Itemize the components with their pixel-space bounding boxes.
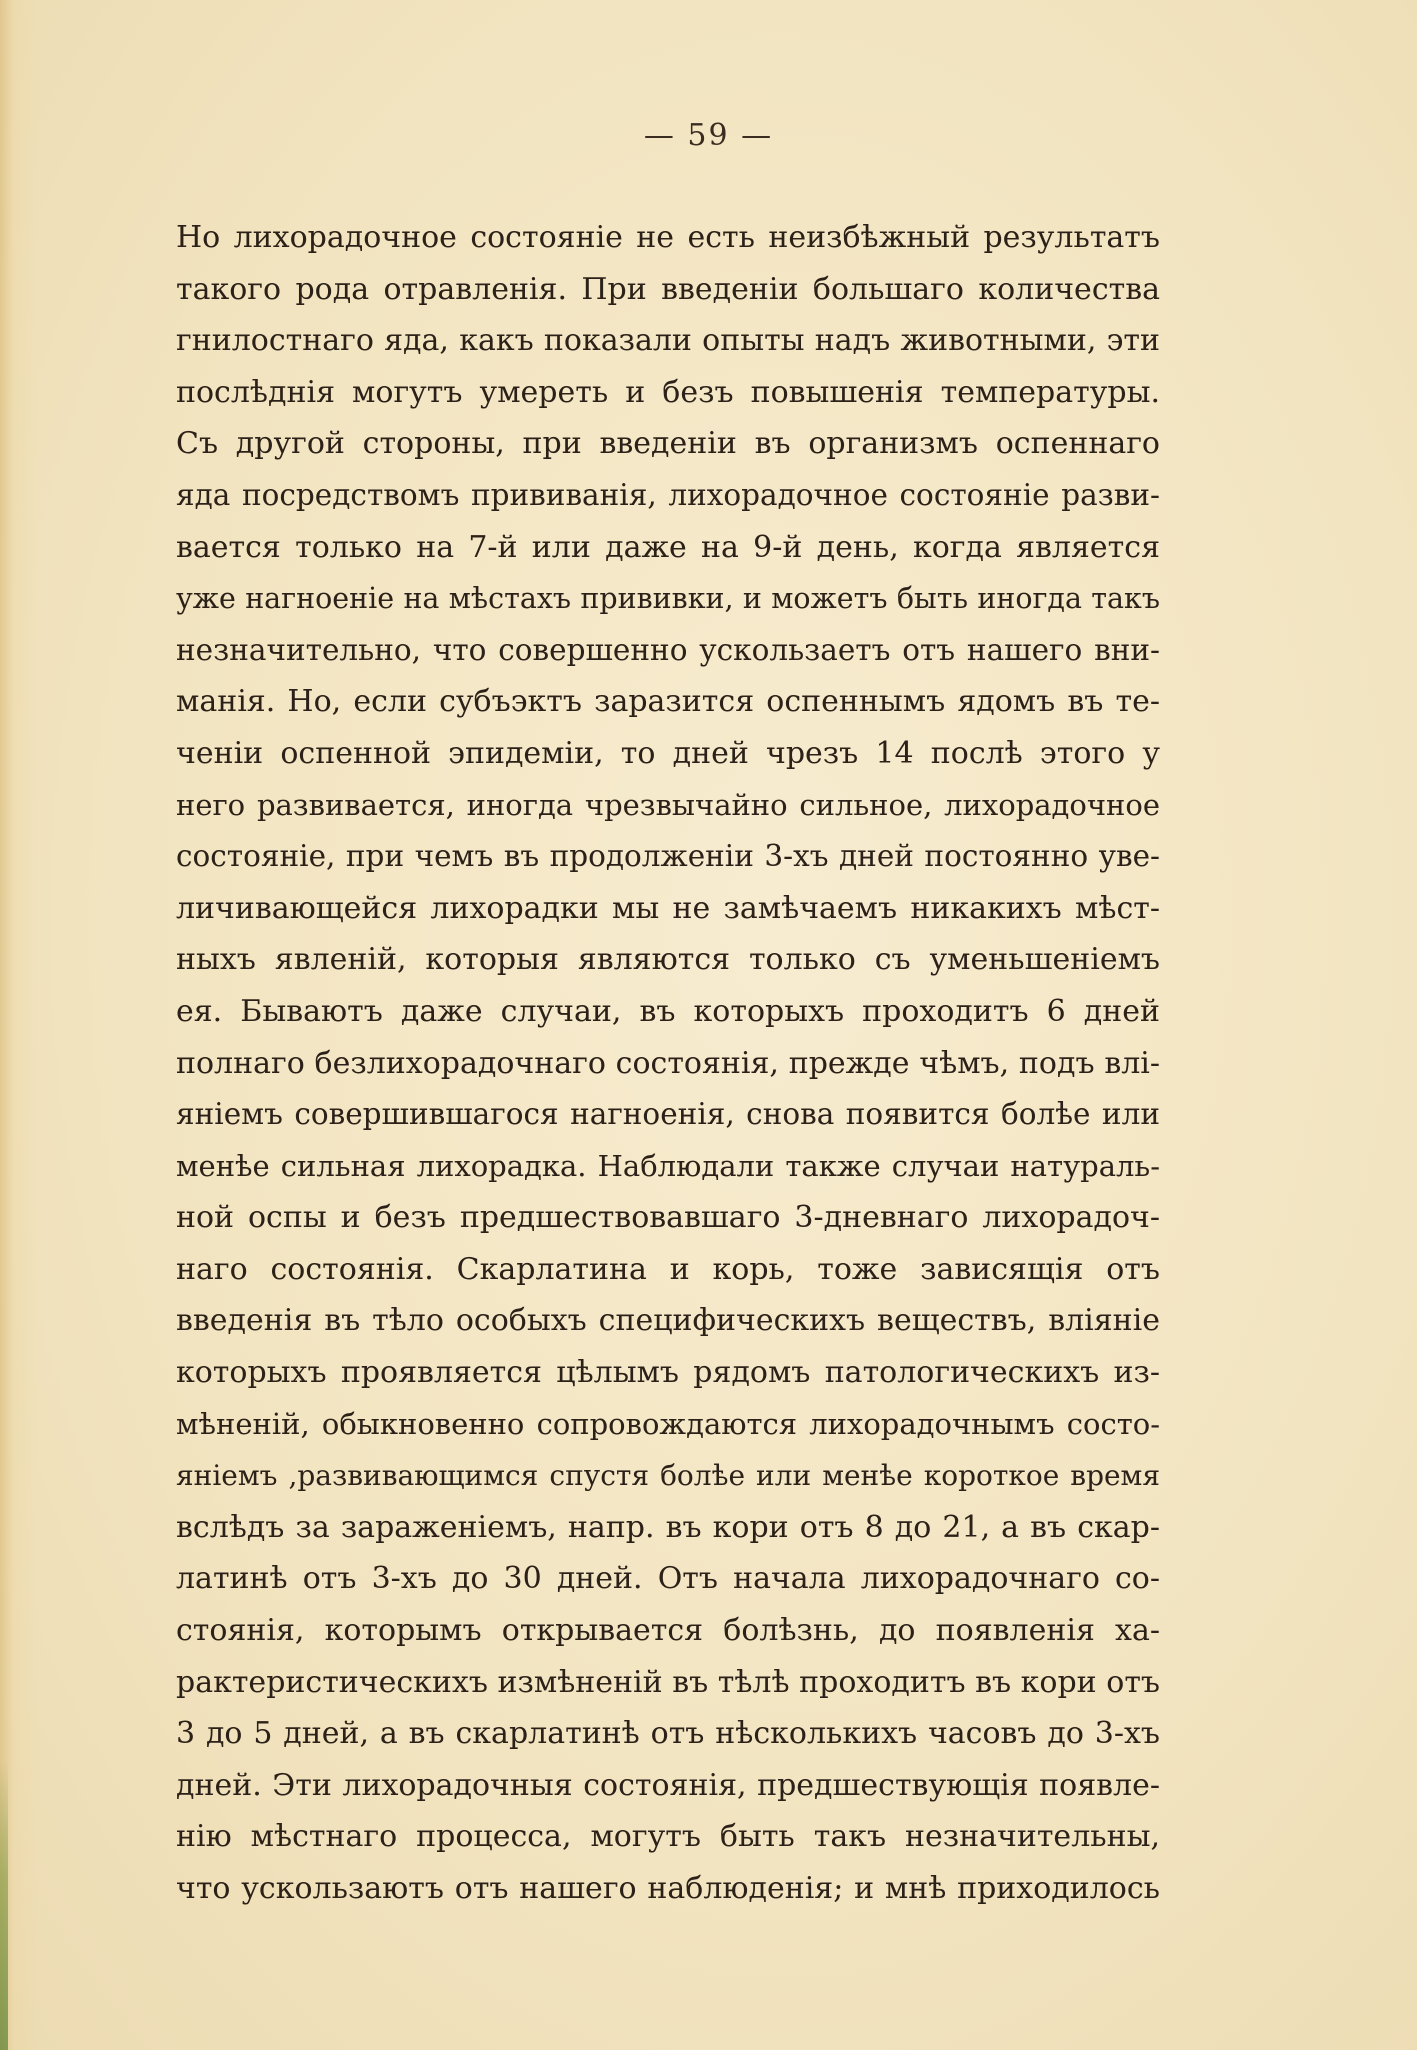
text-line: Но лихорадочное состоянiе не есть неизбѣжный результатъ xyxy=(176,220,1160,255)
text-line: Съ другой стороны, при введенiи въ организмъ оспеннаго xyxy=(176,426,1160,462)
text-line: нiю мѣстнаго процесса, могутъ быть такъ незначительны, xyxy=(176,1819,1160,1855)
text-line: яда посредствомъ прививанiя, лихорадочное состоянiе разви- xyxy=(176,477,1160,512)
text-line: менѣе сильная лихорадка. Наблюдали также случаи натураль- xyxy=(176,1148,1160,1183)
text-line: вается только на 7-й или даже на 9-й день, когда является xyxy=(176,529,1160,565)
page-edge-stain xyxy=(0,1760,8,2050)
text-line: латинѣ отъ 3-хъ до 30 дней. Отъ начала лихорадочнаго со- xyxy=(176,1561,1160,1597)
text-line: ной оспы и безъ предшествовавшаго 3-дневнаго лихорадоч- xyxy=(176,1200,1160,1236)
text-line: манiя. Но, если субъэктъ заразится оспеннымъ ядомъ въ те- xyxy=(176,684,1160,720)
text-line: что ускользаютъ отъ нашего наблюденiя; и мнѣ приходилось xyxy=(176,1871,1160,1906)
text-line: введенiя въ тѣло особыхъ специфическихъ веществъ, влiянiе xyxy=(176,1303,1160,1339)
page-number: — 59 — xyxy=(643,118,774,153)
text-line: янiемъ совершившагося нагноенiя, снова появится болѣе или xyxy=(176,1097,1160,1132)
text-line: такого рода отравленiя. При введенiи большаго количества xyxy=(176,271,1160,307)
text-line: личивающейся лихорадки мы не замѣчаемъ никакихъ мѣст- xyxy=(176,890,1160,926)
text-line: янiемъ ,развивающимся спустя болѣе или менѣе короткое время xyxy=(176,1459,1160,1493)
body-text xyxy=(176,212,1160,1915)
text-line: него развивается, иногда чрезвычайно сильное, лихорадочное xyxy=(176,787,1160,822)
text-line: полнаго безлихорадочнаго состоянiя, прежде чѣмъ, подъ влi- xyxy=(176,1045,1160,1081)
text-line: которыхъ проявляется цѣлымъ рядомъ патологическихъ из- xyxy=(176,1355,1160,1391)
text-line: ченiи оспенной эпидемiи, то дней чрезъ 14 послѣ этого у xyxy=(176,735,1160,771)
text-line: наго состоянiя. Скарлатина и корь, тоже зависящiя отъ xyxy=(176,1251,1160,1287)
text-line: мѣненiй, обыкновенно сопровождаются лихорадочнымъ состо- xyxy=(176,1406,1160,1441)
text-line: рактеристическихъ измѣненiй въ тѣлѣ проходитъ въ кори отъ xyxy=(176,1664,1160,1700)
text-line: гнилостнаго яда, какъ показали опыты надъ животными, эти xyxy=(176,323,1160,359)
text-line: дней. Эти лихорадочныя состоянiя, предшествующiя появле- xyxy=(176,1767,1160,1803)
text-line: состоянiе, при чемъ въ продолженiи 3-хъ дней постоянно уве- xyxy=(176,839,1160,874)
text-line: послѣднiя могутъ умереть и безъ повышенiя температуры. xyxy=(176,374,1160,410)
text-line: 3 до 5 дней, а въ скарлатинѣ отъ нѣсколькихъ часовъ до 3-хъ xyxy=(176,1716,1160,1752)
text-line: стоянiя, которымъ открывается болѣзнь, до появленiя ха- xyxy=(176,1613,1160,1649)
text-line: ныхъ явленiй, которыя являются только съ уменьшенiемъ xyxy=(176,942,1160,978)
text-line: вслѣдъ за зараженiемъ, напр. въ кори отъ 8 до 21, а въ скар- xyxy=(176,1509,1160,1545)
text-line: незначительно, что совершенно ускользаетъ отъ нашего вни- xyxy=(176,632,1160,667)
text-line: уже нагноенiе на мѣстахъ прививки, и можетъ быть иногда такъ xyxy=(176,582,1160,616)
text-line: ея. Бываютъ даже случаи, въ которыхъ проходитъ 6 дней xyxy=(176,993,1160,1029)
